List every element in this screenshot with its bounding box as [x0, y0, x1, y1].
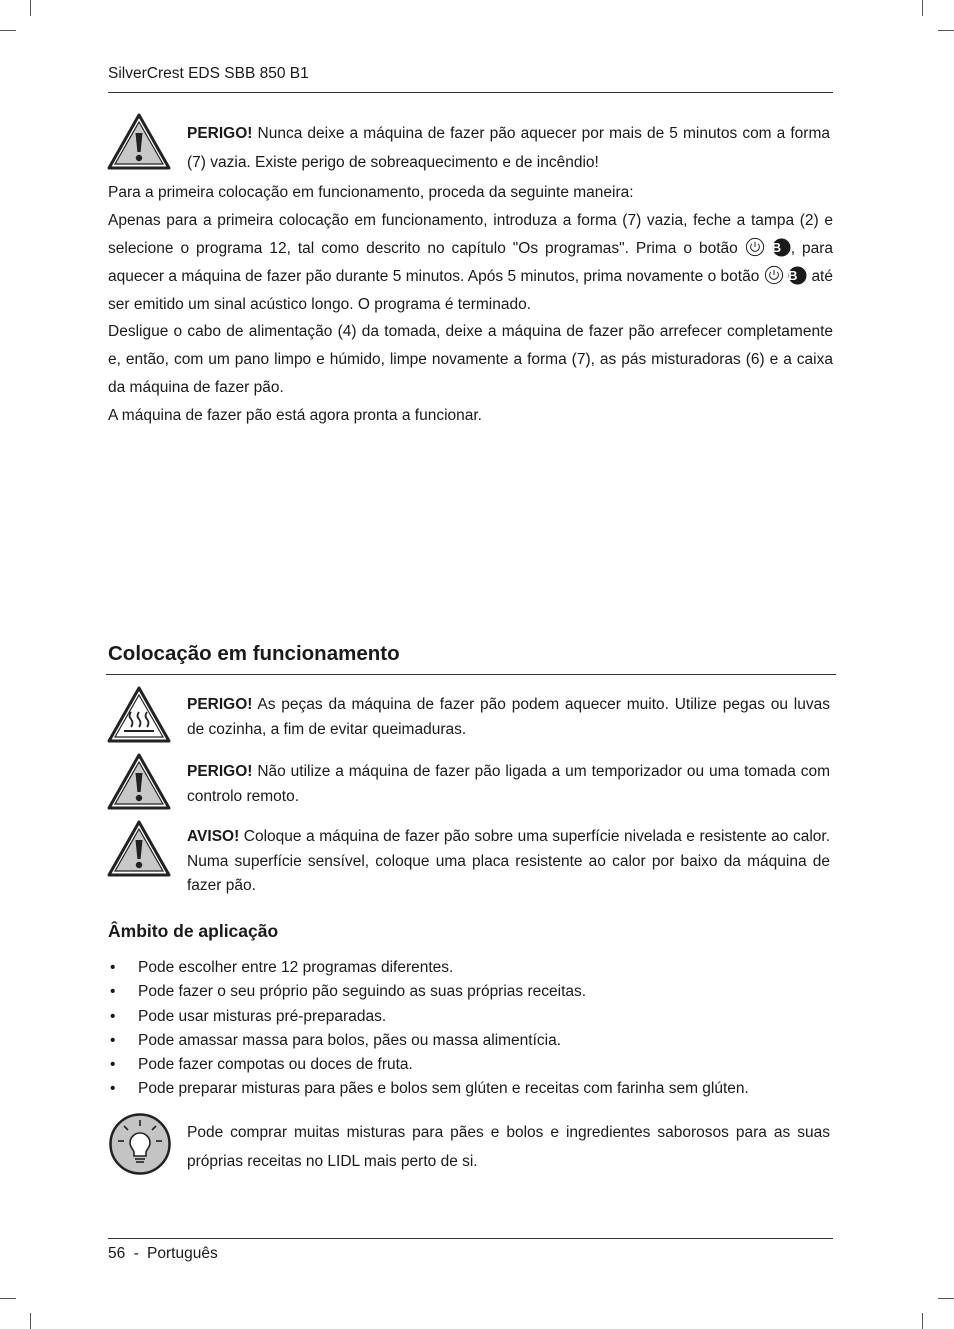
list-item: • Pode fazer o seu próprio pão seguindo as suas próprias receitas.	[108, 980, 833, 1004]
intro-paragraph-4: A máquina de fazer pão está agora pronta a funcionar.	[108, 407, 482, 424]
list-item: • Pode usar misturas pré-preparadas.	[108, 1005, 833, 1029]
list-item: • Pode preparar misturas para pães e bolos sem glúten e receitas com farinha sem glúten.	[108, 1077, 833, 1101]
power-icon	[764, 265, 784, 285]
section-rule	[106, 674, 836, 675]
tip-text: Pode comprar muitas misturas para pães e bolos e ingredientes saborosos para as suas próprias receitas no LIDL mais perto de si.	[187, 1124, 830, 1170]
warning-label: PERIGO!	[187, 125, 253, 142]
warning-triangle-icon	[107, 820, 171, 878]
footer	[108, 1240, 218, 1268]
list-item: • Pode fazer compotas ou doces de fruta.	[108, 1053, 833, 1077]
power-icon	[745, 237, 765, 257]
hot-surface-icon	[107, 686, 171, 744]
subsection-title: Âmbito de aplicação	[108, 921, 279, 941]
crop-mark	[30, 1313, 31, 1329]
section-title: Colocação em funcionamento	[108, 642, 400, 665]
lightbulb-icon	[108, 1113, 172, 1175]
warning-body: As peças da máquina de fazer pão podem aquecer muito. Utilize pegas ou luvas de cozinha, a fim de evitar queimaduras.	[187, 696, 830, 738]
intro-p2-part-b: , para aquecer a máquina de fazer pão durante 5 minutos. Após 5 minutos, prima novamente o botão	[108, 240, 833, 285]
intro-p2-part-c: até ser emitido um sinal acústico longo. O programa é terminado.	[108, 268, 833, 313]
warning-triangle-icon	[107, 753, 171, 811]
warning-label: PERIGO!	[187, 696, 253, 713]
crop-mark	[938, 1298, 954, 1299]
intro-paragraph-3: Desligue o cabo de alimentação (4) da tomada, deixe a máquina de fazer pão arrefecer completamente e, então, com um pano limpo e húmido, limpe novamente a forma (7), as pás misturadoras (6) e a caixa da máquina de fazer pão.	[108, 323, 833, 396]
button-b-letter: B	[771, 240, 782, 255]
list-item: • Pode escolher entre 12 programas diferentes.	[108, 956, 833, 980]
crop-mark	[922, 0, 923, 16]
footer-separator: -	[133, 1245, 139, 1262]
warning-body: Nunca deixe a máquina de fazer pão aquecer por mais de 5 minutos com a forma (7) vazia. Existe perigo de sobreaquecimento e de incêndio!	[187, 125, 830, 171]
header-title: SilverCrest EDS SBB 850 B1	[108, 65, 309, 82]
feature-list	[108, 956, 833, 1102]
warning-body: Não utilize a máquina de fazer pão ligada a um temporizador ou uma tomada com controlo remoto.	[187, 763, 830, 805]
list-item: • Pode amassar massa para bolos, pães ou massa alimentícia.	[108, 1029, 833, 1053]
footer-rule	[108, 1238, 833, 1239]
warning-top-text	[187, 119, 830, 177]
page-number: 56	[108, 1245, 126, 1262]
warning-triangle-icon	[107, 113, 171, 171]
section-warning-3	[187, 825, 830, 899]
crop-mark	[0, 30, 16, 31]
warning-label: AVISO!	[187, 828, 240, 845]
crop-mark	[938, 30, 954, 31]
button-b-letter: B	[788, 268, 798, 283]
crop-mark	[922, 1313, 923, 1329]
section-warning-1	[187, 693, 830, 742]
warning-label: PERIGO!	[187, 763, 253, 780]
crop-mark	[0, 1298, 16, 1299]
intro-paragraph-2	[108, 207, 833, 319]
warning-body: Coloque a máquina de fazer pão sobre uma superfície nivelada e resistente ao calor. Numa superfície sensível, coloque uma placa resistente ao calor por baixo da máquina de fazer pão.	[187, 828, 830, 894]
footer-language: Português	[147, 1245, 218, 1262]
crop-mark	[30, 0, 31, 16]
intro-p2-part-a: Apenas para a primeira colocação em funcionamento, introduza a forma (7) vazia, feche a tampa (2) e selecione o programa 12, tal como descrito no capítulo "Os programas". Prima o botão	[108, 212, 833, 257]
intro-paragraph-1: Para a primeira colocação em funcionamento, proceda da seguinte maneira:	[108, 184, 634, 201]
header-rule	[108, 92, 833, 93]
section-warning-2	[187, 760, 830, 809]
button-b-icon	[772, 238, 791, 257]
button-b-icon	[788, 266, 807, 285]
